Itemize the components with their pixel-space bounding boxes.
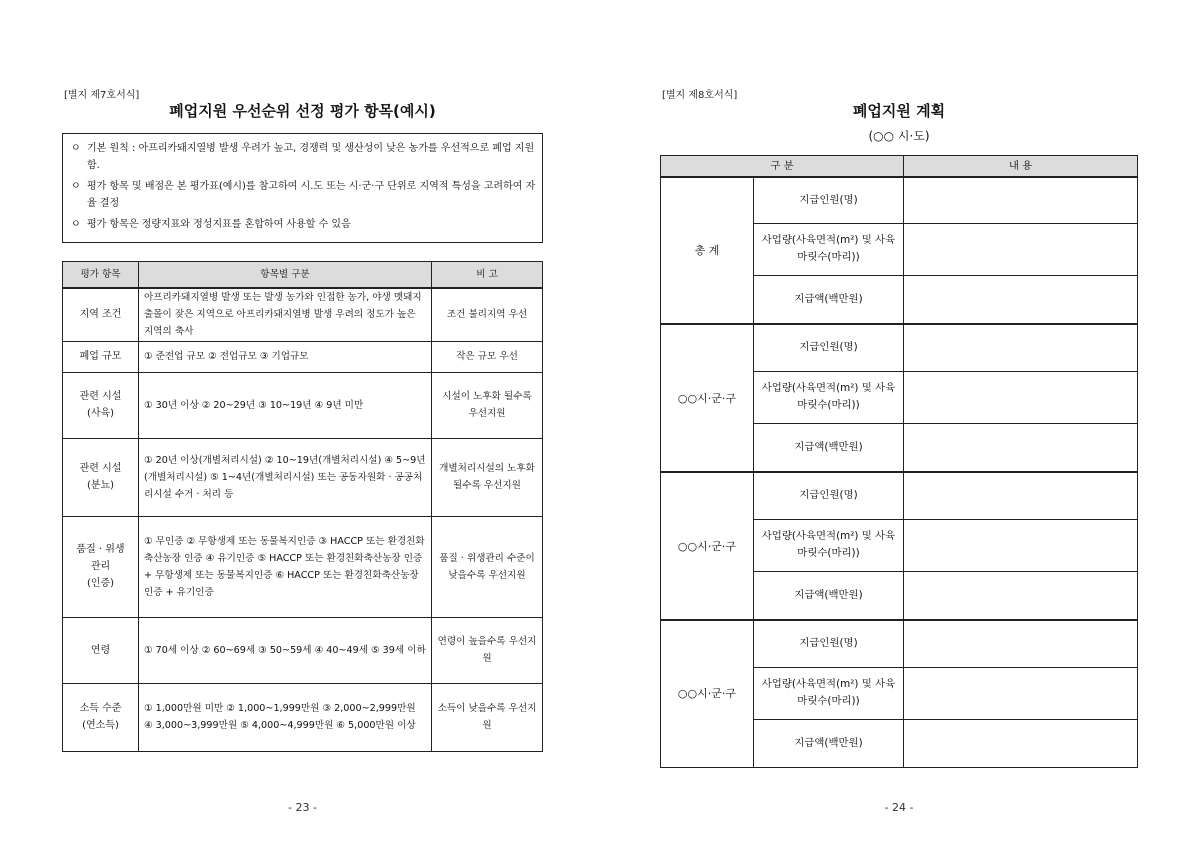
note-text: 기본 원칙 : 아프리카돼지열병 발생 우려가 높고, 경쟁력 및 생산성이 낮은 농가를 우선적으로 폐업 지원함.: [87, 143, 535, 171]
note-item: [69, 178, 536, 212]
item-label: 지급액(백만원): [753, 571, 903, 620]
item-label: 사업량(사육면적(m²) 및 사육마릿수(마리)): [753, 371, 903, 423]
header-detail: 항목별 구분: [139, 262, 432, 289]
item-label: 지급인원(명): [753, 324, 903, 371]
item-value: [904, 177, 1138, 223]
page-subtitle: (○○ 시·도): [868, 129, 930, 143]
table-row: [63, 617, 543, 683]
row-category: 소득 수준 (연소득): [63, 683, 139, 751]
row-note: 작은 규모 우선: [432, 341, 543, 372]
row-note: 소득이 낮을수록 우선지원: [432, 683, 543, 751]
item-value: [904, 324, 1138, 371]
form-label: [별지 제7호서식]: [64, 90, 140, 101]
table-header-row: [63, 262, 543, 289]
item-label: 사업량(사육면적(m²) 및 사육마릿수(마리)): [753, 223, 903, 275]
row-category: 품질 · 위생 관리 (인증): [63, 516, 139, 617]
item-value: [904, 223, 1138, 275]
plan-table: [660, 155, 1138, 768]
row-note: 개별처리시설의 노후화 될수록 우선지원: [432, 438, 543, 516]
row-note: 시설이 노후화 될수록 우선지원: [432, 372, 543, 438]
row-note: 연령이 높을수록 우선지원: [432, 617, 543, 683]
item-label: 지급인원(명): [753, 620, 903, 667]
item-label: 지급액(백만원): [753, 719, 903, 767]
page-number: - 24 -: [884, 801, 914, 814]
table-row: [63, 372, 543, 438]
table-row: [63, 683, 543, 751]
row-detail: ① 30년 이상 ② 20~29년 ③ 10~19년 ④ 9년 미만: [139, 372, 432, 438]
item-value: [904, 620, 1138, 667]
item-value: [904, 371, 1138, 423]
row-detail: ① 준전업 규모 ② 전업규모 ③ 기업규모: [139, 341, 432, 372]
table-row: [661, 620, 1138, 667]
item-value: [904, 519, 1138, 571]
item-label: 지급인원(명): [753, 177, 903, 223]
row-category: 연령: [63, 617, 139, 683]
evaluation-table: [62, 261, 543, 752]
principles-box: [62, 133, 543, 243]
row-category: 폐업 규모: [63, 341, 139, 372]
header-content: 내 용: [904, 156, 1138, 178]
note-text: 평가 항목은 정량지표와 정성지표를 혼합하여 사용할 수 있음: [87, 219, 351, 230]
note-item: [69, 216, 536, 233]
row-detail: ① 20년 이상(개별처리시설) ② 10~19년(개별처리시설) ④ 5~9년(개별처리시설) ⑤ 1~4년(개별처리시설) 또는 공동자원화 · 공공처리시설 수거 · 처리 등: [139, 438, 432, 516]
row-category: 관련 시설 (사육): [63, 372, 139, 438]
table-row: [63, 341, 543, 372]
row-detail: ① 1,000만원 미만 ② 1,000~1,999만원 ③ 2,000~2,999만원 ④ 3,000~3,999만원 ⑤ 4,000~4,999만원 ⑥ 5,000만원 이상: [139, 683, 432, 751]
item-value: [904, 719, 1138, 767]
row-note: 조건 불리지역 우선: [432, 288, 543, 341]
row-detail: ① 무인증 ② 무항생제 또는 동물복지인증 ③ HACCP 또는 환경친화축산농장 인증 ④ 유기인증 ⑤ HACCP 또는 환경친화축산농장 인증 + 무항생제 또는 동물복지인증 ⑥ HACCP 또는 환경친화축산농장 인증 + 유기인증: [139, 516, 432, 617]
table-row: [63, 288, 543, 341]
item-value: [904, 472, 1138, 519]
item-value: [904, 275, 1138, 324]
item-label: 사업량(사육면적(m²) 및 사육마릿수(마리)): [753, 519, 903, 571]
note-item: [69, 140, 536, 174]
row-note: 품질 · 위생관리 수준이 낮을수록 우선지원: [432, 516, 543, 617]
page-title: 폐업지원 우선순위 선정 평가 항목(예시): [169, 102, 436, 120]
page-title: 폐업지원 계획: [852, 102, 946, 120]
row-detail: 아프리카돼지열병 발생 또는 발생 농가와 인접한 농가, 야생 멧돼지 출몰이 잦은 지역으로 아프리카돼지열병 발생 우려의 정도가 높은 지역의 축사: [139, 288, 432, 341]
table-row: [661, 472, 1138, 519]
group-name: 총 계: [661, 177, 754, 324]
item-label: 지급액(백만원): [753, 275, 903, 324]
table-row: [661, 177, 1138, 223]
item-value: [904, 571, 1138, 620]
item-label: 지급인원(명): [753, 472, 903, 519]
page-number: - 23 -: [288, 801, 317, 814]
circle-bullet-icon: ㅇ: [71, 181, 81, 192]
table-header-row: [661, 156, 1138, 178]
item-value: [904, 667, 1138, 719]
header-category: 구 분: [661, 156, 904, 178]
page-24: [600, 0, 1200, 848]
group-name: ○○시·군·구: [661, 324, 754, 472]
table-row: [63, 516, 543, 617]
circle-bullet-icon: ㅇ: [71, 143, 81, 154]
item-label: 지급액(백만원): [753, 423, 903, 472]
row-category: 지역 조건: [63, 288, 139, 341]
row-category: 관련 시설 (분뇨): [63, 438, 139, 516]
item-label: 사업량(사육면적(m²) 및 사육마릿수(마리)): [753, 667, 903, 719]
header-note: 비 고: [432, 262, 543, 289]
group-name: ○○시·군·구: [661, 620, 754, 767]
row-detail: ① 70세 이상 ② 60~69세 ③ 50~59세 ④ 40~49세 ⑤ 39세 이하: [139, 617, 432, 683]
table-row: [661, 324, 1138, 371]
circle-bullet-icon: ㅇ: [71, 219, 81, 230]
note-text: 평가 항목 및 배점은 본 평가표(예시)를 참고하여 시.도 또는 시·군·구 단위로 지역적 특성을 고려하여 자율 결정: [87, 181, 536, 209]
group-name: ○○시·군·구: [661, 472, 754, 620]
item-value: [904, 423, 1138, 472]
header-category: 평가 항목: [63, 262, 139, 289]
table-row: [63, 438, 543, 516]
form-label: [별지 제8호서식]: [662, 90, 738, 101]
